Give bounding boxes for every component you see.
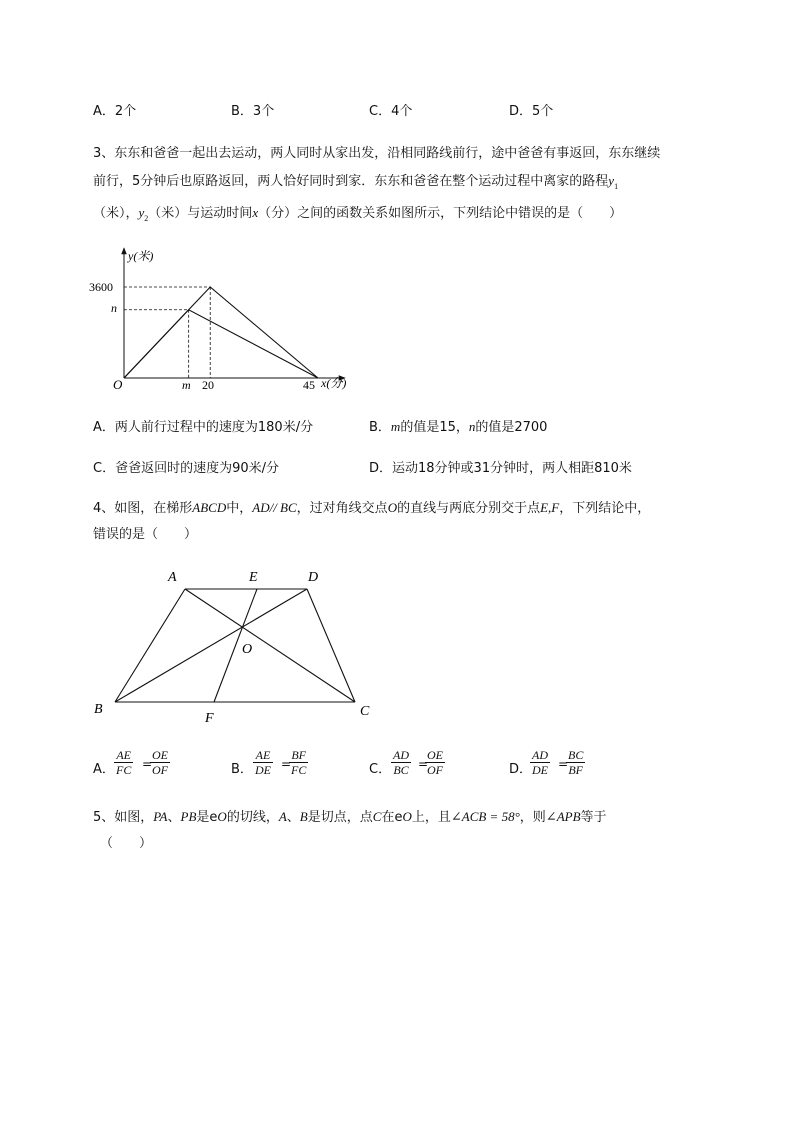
q3-option-d: D．运动18分钟或31分钟时，两人相距810米 — [369, 461, 632, 476]
q4-option-b-label: B． — [231, 762, 253, 777]
series-line-2 — [124, 310, 318, 378]
q4-trapezoid-figure — [85, 560, 385, 730]
q3-distance-time-graph — [85, 240, 375, 400]
q4-option-c-equals: = — [418, 757, 429, 771]
q5-stem-line2: （ ） — [100, 836, 153, 851]
q4-option-c-label: C． — [369, 762, 392, 777]
q4-option-a-equals: = — [142, 757, 153, 771]
segment-ab — [115, 589, 185, 702]
q4-option-a-frac1: $\frac{AE}{FC}$ — [116, 748, 132, 777]
q4-option-b-equals: = — [281, 757, 292, 771]
x-tick-45: 45 — [303, 378, 315, 392]
origin-label: O — [113, 377, 123, 392]
q2-option-a: A．2个 — [93, 104, 137, 119]
q4-stem-line1: 4、如图，在梯形ABCD中，AD// BC，过对角线交点O的直线与两底分别交于点E,F，下列结论中， — [93, 500, 651, 516]
q4-option-d-label: D． — [509, 762, 533, 777]
q4-option-b-frac1: $\frac{AE}{DE}$ — [255, 748, 271, 777]
y-tick-3600: 3600 — [89, 280, 113, 294]
point-a-label: A — [168, 570, 177, 585]
x-tick-m: m — [182, 378, 191, 392]
point-f-label: F — [205, 711, 214, 726]
x-tick-20: 20 — [202, 378, 214, 392]
q2-option-c: C．4个 — [369, 104, 413, 119]
point-c-label: C — [360, 704, 370, 719]
q3-stem-line2: 前行，5分钟后也原路返回，两人恰好同时到家．东东和爸爸在整个运动过程中离家的路程$y_1$ — [93, 173, 619, 191]
q3-stem-line3: （米），$y_2$（米）与运动时间x（分）之间的函数关系如图所示，下列结论中错误的是（ ） — [93, 205, 623, 223]
point-b-label: B — [94, 702, 103, 717]
q3-stem-line1: 3、东东和爸爸一起出去运动，两人同时从家出发，沿相同路线前行，途中爸爸有事返回，东东继续 — [93, 146, 661, 161]
q4-option-a-frac2: $\frac{OE}{OF}$ — [152, 748, 168, 777]
q4-option-c-frac2: $\frac{OE}{OF}$ — [427, 748, 443, 777]
q3-option-a: A．两人前行过程中的速度为180米/分 — [93, 420, 314, 435]
q2-option-d: D．5个 — [509, 104, 554, 119]
q4-option-b-frac2: $\frac{BF}{FC}$ — [291, 748, 307, 777]
segment-dc — [307, 589, 355, 702]
point-o-label: O — [242, 642, 253, 657]
q4-option-d-equals: = — [558, 757, 569, 771]
q4-option-d-frac1: $\frac{AD}{DE}$ — [532, 748, 548, 777]
y-axis-label: y(米) — [128, 249, 154, 263]
q4-option-a-label: A． — [93, 762, 115, 777]
point-e-label: E — [249, 570, 258, 585]
x-axis-label: x(分) — [321, 376, 347, 390]
y-tick-n: n — [111, 301, 117, 315]
q4-stem-line2: 错误的是（ ） — [93, 527, 198, 542]
point-d-label: D — [308, 570, 319, 585]
q4-option-d-frac2: $\frac{BC}{BF}$ — [568, 748, 584, 777]
q4-option-c-frac1: $\frac{AD}{BC}$ — [393, 748, 409, 777]
q3-option-b: B．m的值是15，n的值是2700 — [369, 419, 548, 435]
series-line-1 — [124, 287, 318, 378]
q5-stem-line1: 5、如图，PA、PB是eO的切线，A、B是切点，点C在eO上，且∠ACB = 58°，则∠APB等于 — [93, 809, 607, 825]
q2-option-b: B．3个 — [231, 104, 275, 119]
q3-option-c: C．爸爸返回时的速度为90米/分 — [93, 461, 279, 476]
